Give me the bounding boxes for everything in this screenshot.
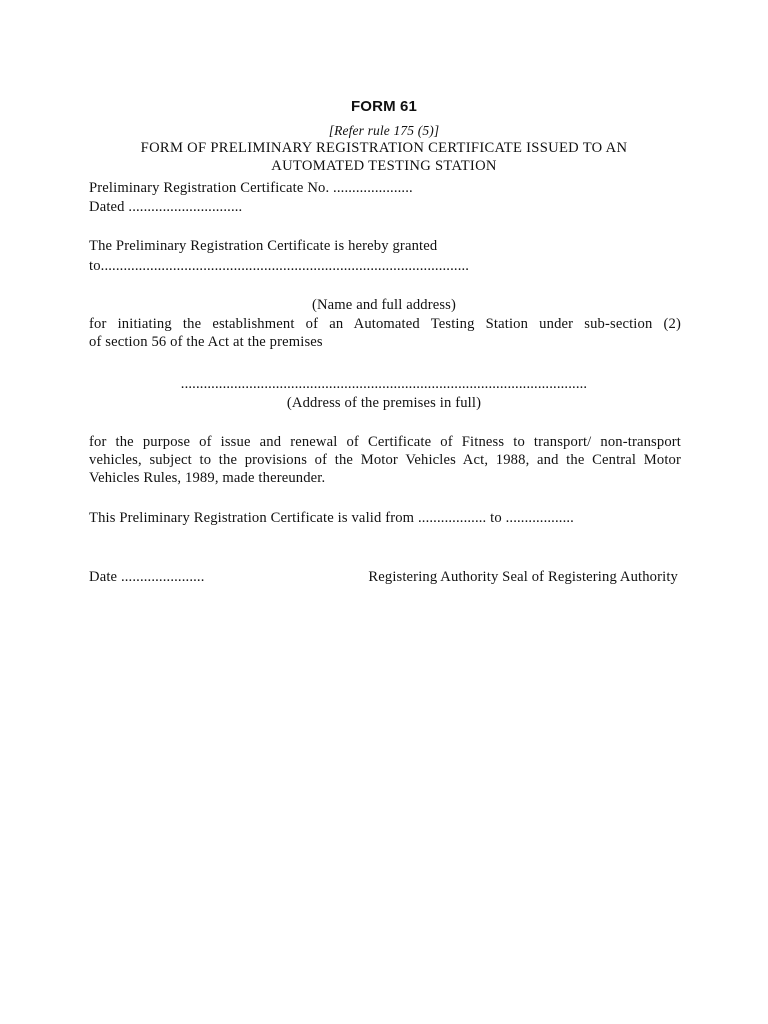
initiating-text-line-2: of section 56 of the Act at the premises xyxy=(89,334,323,350)
signature-date-field: Date ...................... xyxy=(89,569,205,585)
refer-rule: [Refer rule 175 (5)] xyxy=(328,123,440,138)
granted-text-line-1: The Preliminary Registration Certificate is hereby granted xyxy=(89,238,438,254)
form-heading-line-1: FORM OF PRELIMINARY REGISTRATION CERTIFICATE ISSUED TO AN xyxy=(140,140,628,156)
name-address-caption: (Name and full address) xyxy=(311,297,457,313)
validity-field: This Preliminary Registration Certificate is valid from .................. to .................. xyxy=(89,510,574,526)
dated-field: Dated .............................. xyxy=(89,199,243,215)
purpose-text-line-2: vehicles, subject to the provisions of the Motor Vehicles Act, 1988, and the Central Motor xyxy=(89,452,681,468)
initiating-text-line-1: for initiating the establishment of an Automated Testing Station under sub-section (2) xyxy=(89,316,681,332)
form-heading-line-2: AUTOMATED TESTING STATION xyxy=(271,158,497,174)
premises-address-field: ........................................................................................................... xyxy=(180,376,588,392)
premises-address-caption: (Address of the premises in full) xyxy=(286,395,482,411)
purpose-text-line-1: for the purpose of issue and renewal of Certificate of Fitness to transport/ non-transport xyxy=(89,434,681,450)
form-title: FORM 61 xyxy=(350,98,418,115)
granted-to-field: to................................................................................................. xyxy=(89,258,470,274)
certificate-number-field: Preliminary Registration Certificate No. ..................... xyxy=(89,180,413,196)
registering-authority-seal: Registering Authority Seal of Registering Authority xyxy=(368,569,678,585)
purpose-text-line-3: Vehicles Rules, 1989, made thereunder. xyxy=(89,470,326,486)
